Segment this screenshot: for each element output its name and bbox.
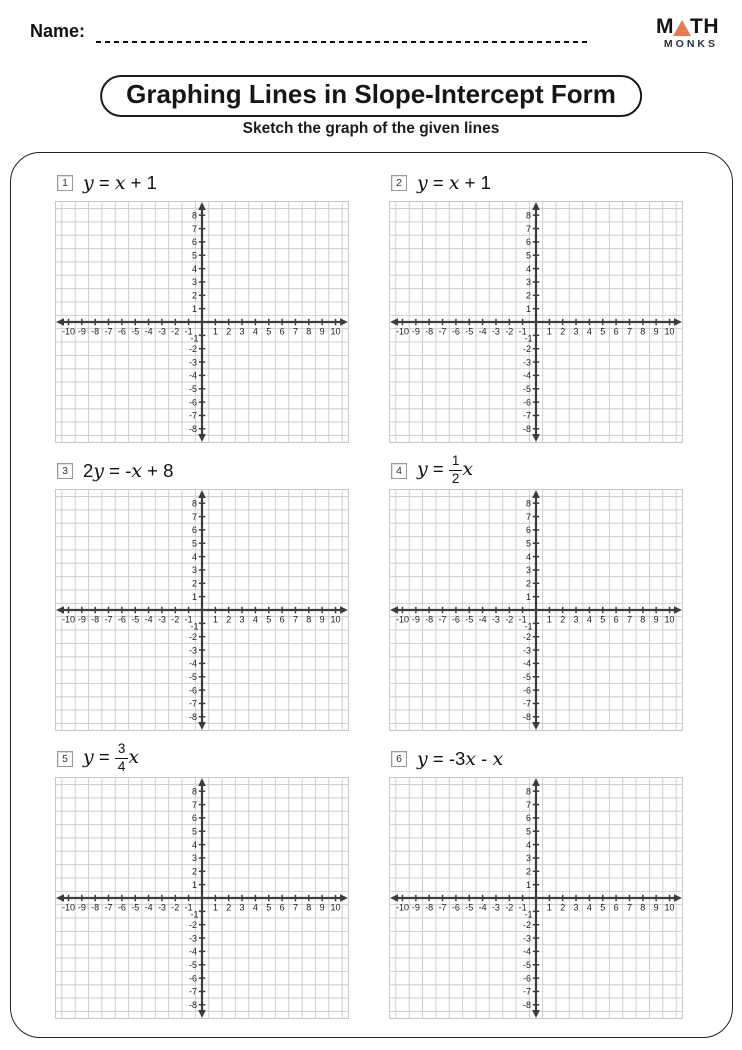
svg-text:7: 7: [292, 614, 298, 625]
coordinate-grid: [389, 489, 683, 731]
svg-text:7: 7: [525, 223, 531, 234]
name-dashed-line: [96, 41, 590, 43]
svg-text:6: 6: [525, 813, 531, 824]
svg-text:-3: -3: [522, 357, 531, 368]
svg-text:-2: -2: [171, 614, 180, 625]
svg-text:-4: -4: [144, 326, 153, 337]
svg-text:-5: -5: [188, 671, 197, 682]
equation-row: [389, 453, 683, 489]
svg-text:-1: -1: [190, 621, 199, 632]
svg-text:-5: -5: [131, 614, 140, 625]
logo-letters-th: TH: [690, 15, 719, 38]
problem-number-badge: 1: [57, 175, 73, 191]
svg-text:7: 7: [292, 326, 298, 337]
svg-text:-9: -9: [411, 614, 420, 625]
svg-text:-6: -6: [522, 397, 531, 408]
svg-text:-7: -7: [104, 326, 113, 337]
svg-text:8: 8: [306, 326, 312, 337]
svg-text:2: 2: [560, 326, 566, 337]
svg-text:6: 6: [191, 813, 197, 824]
svg-text:4: 4: [586, 902, 592, 913]
svg-text:-5: -5: [131, 902, 140, 913]
svg-text:-3: -3: [157, 902, 166, 913]
svg-text:-6: -6: [117, 902, 126, 913]
svg-text:6: 6: [191, 525, 197, 536]
equation-row: [55, 741, 349, 777]
svg-text:-10: -10: [395, 614, 410, 625]
svg-text:8: 8: [525, 786, 531, 797]
svg-text:8: 8: [306, 902, 312, 913]
svg-text:6: 6: [191, 237, 197, 248]
svg-text:3: 3: [573, 614, 579, 625]
svg-text:7: 7: [626, 902, 632, 913]
svg-text:7: 7: [191, 511, 197, 522]
svg-text:-7: -7: [522, 986, 531, 997]
name-label: Name:: [30, 21, 86, 41]
svg-text:1: 1: [191, 879, 197, 890]
svg-text:9: 9: [319, 902, 325, 913]
svg-text:-7: -7: [188, 410, 197, 421]
problem-6: [389, 741, 683, 1019]
svg-text:-4: -4: [144, 902, 153, 913]
equation-row: [55, 165, 349, 201]
svg-text:-8: -8: [522, 1000, 531, 1010]
svg-text:2: 2: [191, 578, 197, 589]
svg-text:-2: -2: [171, 902, 180, 913]
svg-text:-7: -7: [438, 902, 447, 913]
worksheet-title: Graphing Lines in Slope-Intercept Form: [100, 75, 642, 117]
svg-text:-5: -5: [188, 383, 197, 394]
svg-text:5: 5: [600, 902, 606, 913]
logo-triangle-icon: [673, 20, 691, 36]
svg-text:-4: -4: [188, 370, 197, 381]
svg-text:-5: -5: [465, 326, 474, 337]
logo-letter-m: M: [656, 15, 674, 38]
svg-text:-7: -7: [104, 614, 113, 625]
svg-text:-10: -10: [61, 326, 76, 337]
svg-text:-2: -2: [522, 631, 531, 642]
svg-text:9: 9: [653, 326, 659, 337]
coordinate-grid: [55, 201, 349, 443]
svg-text:-2: -2: [522, 343, 531, 354]
svg-text:10: 10: [330, 326, 341, 337]
svg-text:2: 2: [226, 326, 232, 337]
svg-text:-1: -1: [518, 614, 527, 625]
svg-text:6: 6: [279, 614, 285, 625]
svg-text:-1: -1: [190, 909, 199, 920]
svg-text:-4: -4: [478, 614, 487, 625]
svg-text:-10: -10: [61, 902, 76, 913]
svg-text:-3: -3: [491, 902, 500, 913]
svg-text:2: 2: [525, 578, 531, 589]
svg-text:3: 3: [525, 853, 531, 864]
svg-text:-4: -4: [522, 658, 531, 669]
problem-3: [55, 453, 349, 731]
svg-text:3: 3: [239, 902, 245, 913]
svg-text:-7: -7: [438, 326, 447, 337]
svg-text:10: 10: [664, 902, 675, 913]
problem-number-badge: 3: [57, 463, 73, 479]
svg-text:-1: -1: [518, 326, 527, 337]
svg-text:-8: -8: [425, 614, 434, 625]
svg-text:7: 7: [626, 614, 632, 625]
svg-text:-7: -7: [438, 614, 447, 625]
equation-text: y = -3x - x: [417, 748, 504, 770]
svg-text:-7: -7: [522, 410, 531, 421]
equation-row: [55, 453, 349, 489]
svg-text:-3: -3: [491, 614, 500, 625]
svg-text:-5: -5: [522, 959, 531, 970]
svg-text:-7: -7: [188, 698, 197, 709]
svg-text:-1: -1: [184, 614, 193, 625]
svg-text:-8: -8: [91, 902, 100, 913]
svg-text:8: 8: [191, 210, 197, 221]
svg-text:-2: -2: [522, 919, 531, 930]
svg-text:-7: -7: [104, 902, 113, 913]
svg-text:3: 3: [525, 277, 531, 288]
svg-text:1: 1: [546, 614, 552, 625]
svg-text:-1: -1: [190, 333, 199, 344]
svg-text:5: 5: [191, 250, 197, 261]
svg-text:3: 3: [573, 326, 579, 337]
svg-text:-5: -5: [188, 959, 197, 970]
svg-text:-9: -9: [77, 614, 86, 625]
equation-text: y = $\frac{1}{2}$ x: [417, 453, 474, 486]
svg-text:5: 5: [600, 614, 606, 625]
svg-text:2: 2: [191, 866, 197, 877]
svg-text:-8: -8: [522, 424, 531, 434]
svg-text:6: 6: [525, 237, 531, 248]
svg-text:9: 9: [653, 902, 659, 913]
svg-text:9: 9: [319, 614, 325, 625]
svg-text:-8: -8: [522, 712, 531, 722]
problem-2: [389, 165, 683, 443]
svg-text:-5: -5: [465, 614, 474, 625]
svg-text:3: 3: [191, 565, 197, 576]
problem-1: [55, 165, 349, 443]
logo-top-row: [656, 16, 719, 37]
svg-text:-3: -3: [188, 933, 197, 944]
svg-text:5: 5: [266, 614, 272, 625]
svg-text:-5: -5: [465, 902, 474, 913]
svg-text:-8: -8: [425, 326, 434, 337]
svg-text:8: 8: [191, 786, 197, 797]
svg-text:1: 1: [525, 591, 531, 602]
problems-container: [10, 152, 733, 1038]
svg-text:-8: -8: [188, 1000, 197, 1010]
svg-text:4: 4: [525, 263, 531, 274]
svg-text:-1: -1: [184, 902, 193, 913]
coordinate-grid: [55, 777, 349, 1019]
svg-text:-10: -10: [395, 902, 410, 913]
svg-text:5: 5: [191, 826, 197, 837]
svg-text:-1: -1: [184, 326, 193, 337]
svg-text:-3: -3: [522, 933, 531, 944]
svg-text:-9: -9: [411, 326, 420, 337]
svg-text:8: 8: [640, 326, 646, 337]
svg-text:1: 1: [191, 303, 197, 314]
svg-text:-5: -5: [522, 671, 531, 682]
problem-number-badge: 6: [391, 751, 407, 767]
svg-text:-4: -4: [188, 946, 197, 957]
svg-text:-2: -2: [171, 326, 180, 337]
svg-text:-3: -3: [188, 357, 197, 368]
svg-text:-4: -4: [478, 326, 487, 337]
svg-text:-3: -3: [522, 645, 531, 656]
svg-text:-8: -8: [91, 614, 100, 625]
svg-text:-6: -6: [117, 614, 126, 625]
svg-text:2: 2: [525, 866, 531, 877]
svg-text:-9: -9: [77, 326, 86, 337]
math-monks-logo: [656, 16, 719, 50]
svg-text:8: 8: [525, 210, 531, 221]
svg-text:-2: -2: [505, 326, 514, 337]
equation-row: [389, 741, 683, 777]
svg-text:-6: -6: [522, 685, 531, 696]
svg-text:5: 5: [600, 326, 606, 337]
worksheet-instructions: Sketch the graph of the given lines: [242, 120, 500, 137]
svg-text:1: 1: [546, 902, 552, 913]
svg-text:4: 4: [525, 839, 531, 850]
svg-text:-4: -4: [478, 902, 487, 913]
svg-text:1: 1: [525, 303, 531, 314]
svg-text:1: 1: [212, 902, 218, 913]
svg-text:9: 9: [319, 326, 325, 337]
svg-text:-6: -6: [188, 685, 197, 696]
svg-text:8: 8: [306, 614, 312, 625]
svg-text:-5: -5: [131, 326, 140, 337]
svg-text:-2: -2: [505, 902, 514, 913]
equation-text: y = x + 1: [83, 172, 157, 194]
svg-text:2: 2: [191, 290, 197, 301]
svg-text:-6: -6: [188, 397, 197, 408]
svg-text:6: 6: [613, 326, 619, 337]
svg-text:6: 6: [613, 902, 619, 913]
svg-text:1: 1: [525, 879, 531, 890]
svg-text:-4: -4: [522, 946, 531, 957]
svg-text:-3: -3: [491, 326, 500, 337]
svg-text:1: 1: [546, 326, 552, 337]
svg-text:-3: -3: [157, 614, 166, 625]
problem-number-badge: 5: [57, 751, 73, 767]
svg-text:-6: -6: [451, 326, 460, 337]
svg-text:5: 5: [525, 826, 531, 837]
svg-text:10: 10: [330, 614, 341, 625]
svg-text:-3: -3: [188, 645, 197, 656]
svg-text:-8: -8: [91, 326, 100, 337]
svg-text:1: 1: [212, 614, 218, 625]
svg-text:-6: -6: [451, 614, 460, 625]
svg-text:-1: -1: [524, 909, 533, 920]
svg-text:-2: -2: [505, 614, 514, 625]
svg-text:-9: -9: [77, 902, 86, 913]
svg-text:8: 8: [640, 614, 646, 625]
svg-text:-5: -5: [522, 383, 531, 394]
svg-text:3: 3: [239, 326, 245, 337]
svg-text:10: 10: [664, 614, 675, 625]
fraction: $\frac{3}{4}$: [115, 742, 129, 773]
svg-text:3: 3: [525, 565, 531, 576]
svg-text:4: 4: [191, 551, 197, 562]
coordinate-grid: [389, 777, 683, 1019]
svg-text:8: 8: [640, 902, 646, 913]
svg-text:-4: -4: [144, 614, 153, 625]
svg-text:5: 5: [266, 902, 272, 913]
svg-text:-6: -6: [117, 326, 126, 337]
svg-text:-4: -4: [522, 370, 531, 381]
svg-text:-3: -3: [157, 326, 166, 337]
svg-text:-9: -9: [411, 902, 420, 913]
svg-text:-7: -7: [188, 986, 197, 997]
svg-text:7: 7: [292, 902, 298, 913]
svg-text:-4: -4: [188, 658, 197, 669]
svg-text:4: 4: [191, 839, 197, 850]
svg-text:-6: -6: [522, 973, 531, 984]
coordinate-grid: [389, 201, 683, 443]
svg-text:3: 3: [191, 853, 197, 864]
svg-text:5: 5: [525, 538, 531, 549]
svg-text:-7: -7: [522, 698, 531, 709]
svg-text:7: 7: [525, 511, 531, 522]
svg-text:5: 5: [191, 538, 197, 549]
svg-text:-1: -1: [524, 333, 533, 344]
svg-text:6: 6: [279, 902, 285, 913]
svg-text:10: 10: [330, 902, 341, 913]
problem-4: [389, 453, 683, 731]
svg-text:-2: -2: [188, 919, 197, 930]
svg-text:3: 3: [191, 277, 197, 288]
svg-text:-8: -8: [188, 712, 197, 722]
svg-text:2: 2: [226, 614, 232, 625]
svg-text:8: 8: [191, 498, 197, 509]
svg-text:2: 2: [226, 902, 232, 913]
svg-text:-1: -1: [518, 902, 527, 913]
coordinate-grid: [55, 489, 349, 731]
svg-text:2: 2: [560, 902, 566, 913]
svg-text:3: 3: [573, 902, 579, 913]
fraction: $\frac{1}{2}$: [449, 454, 463, 485]
problem-number-badge: 2: [391, 175, 407, 191]
equation-row: [389, 165, 683, 201]
svg-text:6: 6: [613, 614, 619, 625]
svg-text:7: 7: [191, 799, 197, 810]
svg-text:4: 4: [525, 551, 531, 562]
svg-text:8: 8: [525, 498, 531, 509]
svg-text:1: 1: [191, 591, 197, 602]
svg-text:-8: -8: [425, 902, 434, 913]
equation-text: y = $\frac{3}{4}$ x: [83, 741, 140, 774]
problem-number-badge: 4: [391, 463, 407, 479]
svg-text:4: 4: [586, 614, 592, 625]
svg-text:-8: -8: [188, 424, 197, 434]
svg-text:9: 9: [653, 614, 659, 625]
svg-text:5: 5: [266, 326, 272, 337]
svg-text:-10: -10: [395, 326, 410, 337]
svg-text:5: 5: [525, 250, 531, 261]
equation-text: 2y = -x + 8: [83, 460, 174, 482]
svg-text:-1: -1: [524, 621, 533, 632]
svg-text:1: 1: [212, 326, 218, 337]
svg-text:-6: -6: [451, 902, 460, 913]
problem-5: [55, 741, 349, 1019]
svg-text:7: 7: [191, 223, 197, 234]
svg-text:4: 4: [191, 263, 197, 274]
svg-text:2: 2: [525, 290, 531, 301]
svg-text:4: 4: [586, 326, 592, 337]
svg-text:3: 3: [239, 614, 245, 625]
svg-text:-2: -2: [188, 343, 197, 354]
svg-text:6: 6: [279, 326, 285, 337]
svg-text:7: 7: [525, 799, 531, 810]
svg-text:-2: -2: [188, 631, 197, 642]
svg-text:-6: -6: [188, 973, 197, 984]
equation-text: y = x + 1: [417, 172, 491, 194]
svg-text:4: 4: [252, 614, 258, 625]
svg-text:4: 4: [252, 902, 258, 913]
logo-monks-text: MONKS: [663, 38, 718, 50]
svg-text:4: 4: [252, 326, 258, 337]
svg-text:6: 6: [525, 525, 531, 536]
svg-text:2: 2: [560, 614, 566, 625]
svg-text:10: 10: [664, 326, 675, 337]
svg-text:-10: -10: [61, 614, 76, 625]
svg-text:7: 7: [626, 326, 632, 337]
